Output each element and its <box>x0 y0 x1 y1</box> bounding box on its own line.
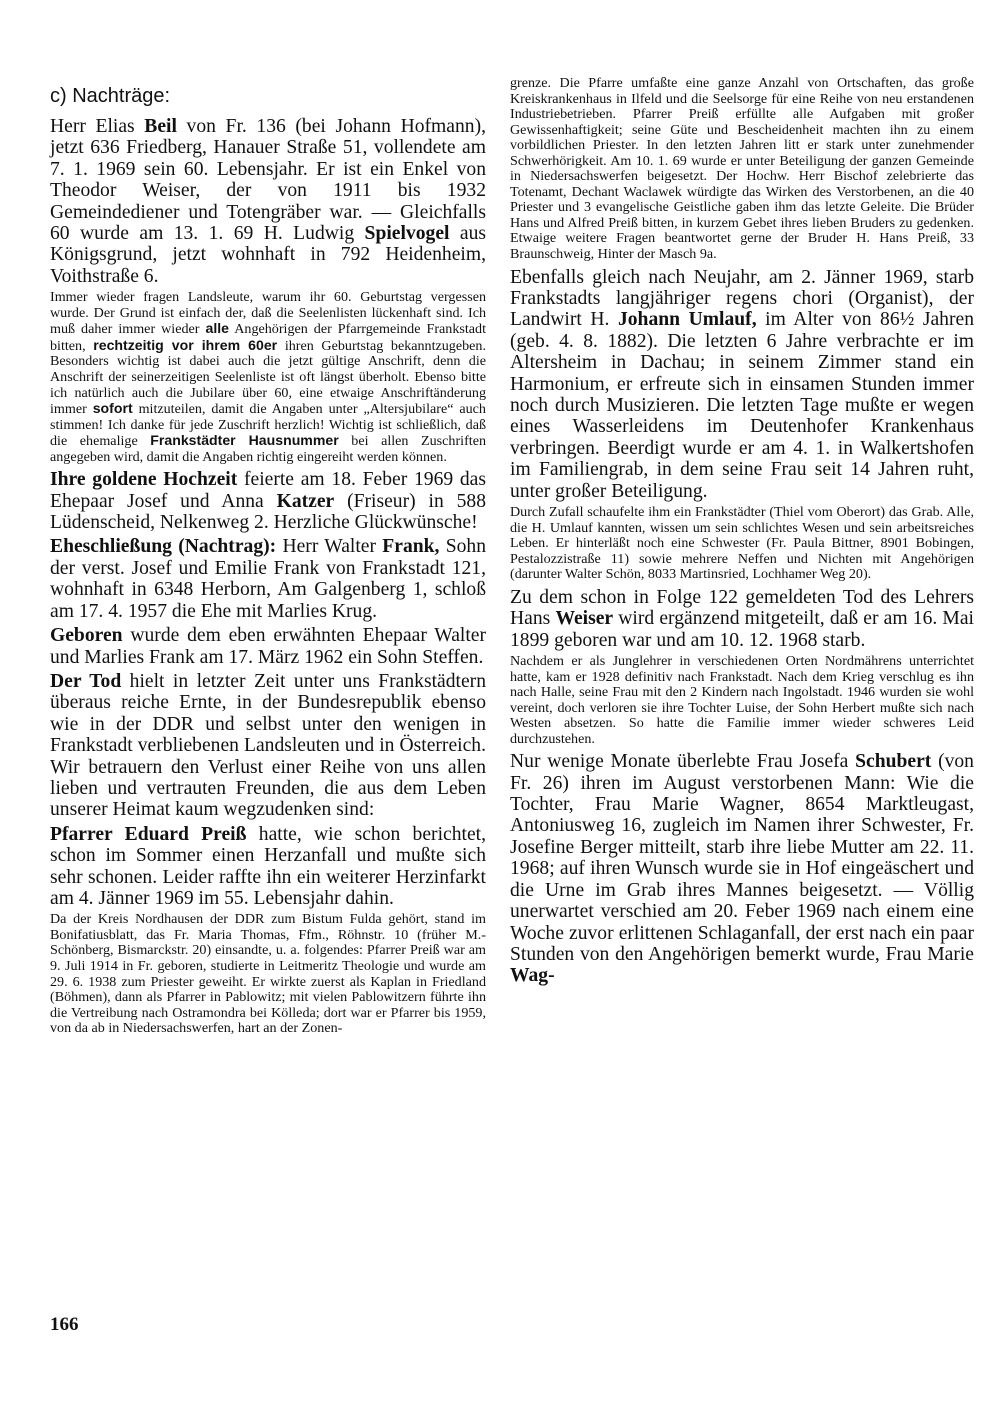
text-run: hatte, wie schon berichtet, schon im Sommer einen Herzanfall und mußte sich sehr schonen. Leider raffte ihn ein weiterer Herzinfarkt am 4. Jänner 1969 im 55. Lebensjahr dahin. <box>50 823 486 909</box>
text-run: Ebenfalls gleich nach Neujahr, am 2. Jänner 1969, starb Frankstadts langjähriger regens chori (Organist), der Landwirt H. <box>510 266 974 331</box>
bold-text: Beil <box>144 116 177 137</box>
small-print-paragraph <box>510 76 974 263</box>
text-run: mitzuteilen, damit die Angaben unter „Altersjubilare“ auch stimmen! Ich danke für jede Zuschrift herzlich! Wichtig ist schließlich, daß die ehemalige <box>50 401 486 450</box>
text-run: wurde dem eben erwähnten Ehepaar Walter und Marlies Frank am 17. März 1962 ein Sohn Steffen. <box>50 625 486 668</box>
paragraph <box>50 469 486 533</box>
text-run: Durch Zufall schaufelte ihm ein Frankstädter (Thiel vom Oberort) das Grab. Alle, die H. Umlauf kannten, wissen um sein schlichtes Wesen und sein arbeitsreiches Leben. Er hinterläßt noch eine Schwester (Fr. Paula Bittner, 8901 Bobingen, Pestalozzistraße 11) sowie mehrere Neffen und Nichten mit Angehörigen (darunter Walter Schön, 8033 Martinsried, Lochhamer Weg 20). <box>510 504 974 583</box>
text-run: Zu dem schon in Folge 122 gemeldeten Tod des Lehrers Hans <box>510 586 974 630</box>
bold-text: Wag- <box>510 965 555 987</box>
paragraph <box>50 824 486 910</box>
bold-text: alle <box>205 320 229 337</box>
bold-text: Frank, <box>382 536 440 558</box>
paragraph <box>510 751 974 986</box>
text-run: feierte am 18. Feber 1969 das Ehepaar Josef und Anna <box>50 469 487 512</box>
paragraph <box>510 267 974 502</box>
small-print-paragraph <box>50 912 486 1036</box>
text-run: hielt in letzter Zeit unter uns Frankstädtern überaus reiche Ernte, in der Bundesrepublik ebenso wie in der DDR und selbst unter den wenigen in Frankstadt verbliebenen Landsleuten und in Österreich. Wir betrauern den Verlust einer Reihe von uns allen lieben und vertrauten Freunden, die aus dem Leben unserer Heimat kaum wegzudenken sind: <box>50 670 486 821</box>
bold-text: rechtzeitig vor ihrem 60er <box>93 336 278 353</box>
text-run: Nachdem er als Junglehrer in verschiedenen Orten Nordmährens unterrichtet hatte, kam er 1928 definitiv nach Frankstadt. Nach dem Krieg verschlug es ihn nach Halle, seine Frau mit den 2 Kindern nach Ingolstadt. 1946 wurden sie wohl vereint, doch verloren sie ihre Tochter Luise, der Sohn Herbert mußte sich nach Westen absetzen. So hatte die Familie immer wieder schweres Leid durchzustehen. <box>510 652 974 747</box>
paragraph <box>510 587 974 651</box>
bold-text: Pfarrer Eduard Preiß <box>50 823 247 845</box>
left-column <box>50 84 486 1041</box>
text-run: c) Nachträge: <box>50 85 171 107</box>
text-run: Sohn der verst. Josef und Emilie Frank von Frankstadt 121, wohnhaft in 6348 Herborn, Am Galgenberg 1, schloß am 17. 4. 1957 die Ehe mit Marlies Krug. <box>50 536 487 622</box>
bold-text: Schubert <box>855 751 932 773</box>
bold-text: Eheschließung (Nachtrag): <box>50 536 277 558</box>
small-print-paragraph <box>510 654 974 747</box>
text-run: (von Fr. 26) ihren im August verstorbenen Mann: Wie die Tochter, Frau Marie Wagner, 8654 Marktleugast, Antoniusweg 16, zugleich im Namen ihrer Schwester, Fr. Josefine Berger mitteilt, starb ihre liebe Mutter am 22. 11. 1968; auf ihren Wunsch wurde sie in Hof eingeäschert und die Urne im Grab ihres Mannes beigesetzt. — Völlig unerwartet verschied am 20. Feber 1969 nach einem eine Woche zuvor erlittenen Schlaganfall, der erst nach ein paar Stunden von den Angehörigen bemerkt wurde, Frau Marie <box>510 751 974 965</box>
bold-text: Johann Umlauf, <box>617 309 757 331</box>
text-run: Herr Walter <box>276 536 383 558</box>
text-run: Angehörigen der Pfarrgemeinde Frankstadt bitten, <box>50 321 486 354</box>
bold-text: Frankstädter Hausnummer <box>150 432 339 449</box>
text-run: von Fr. 136 (bei Johann Hofmann), jetzt 636 Friedberg, Hanauer Straße 51, vollendete am 7. 1. 1969 sein 60. Lebensjahr. Er ist ein Enkel von Theodor Weiser, der von 1911 bis 1932 Gemeindediener und Totengräber war. — Gleichfalls 60 wurde am 13. 1. 69 H. Ludwig <box>50 116 487 245</box>
bold-text: Katzer <box>276 490 335 512</box>
text-run: Immer wieder fragen Landsleute, warum ihr 60. Geburtstag vergessen wurde. Der Grund ist einfach der, daß die Seelenlisten lückenhaft sind. Ich muß daher immer wieder <box>50 289 486 338</box>
bold-text: Geboren <box>50 625 123 647</box>
bold-text: Der Tod <box>50 670 122 692</box>
text-run: aus Königsgrund, jetzt wohnhaft in 792 Heidenheim, Voithstraße 6. <box>50 223 486 287</box>
text-run: wird ergänzend mitgeteilt, daß er am 16. Mai 1899 geboren war und am 10. 12. 1968 starb. <box>510 608 974 651</box>
text-run: Da der Kreis Nordhausen der DDR zum Bistum Fulda gehört, stand im Bonifatiusblatt, das Fr. Maria Thomas, Ffm., Röhnstr. 10 (früher M.-Schönberg, Bismarckstr. 20) einsandte, u. a. folgendes: Pfarrer Preiß war am 9. Juli 1914 in Fr. geboren, studierte in Leitmeritz Theologie und wurde am 29. 6. 1938 zum Priester geweiht. Er wirkte zuerst als Kaplan in Friedland (Böhmen), dann als Pfarrer in Pablowitz; mit vielen Pablowitzern führte ihn die Vertreibung nach Ostramondra bei Kölleda; dort war er Pfarrer bis 1959, von da ab in Niedersachswerfen, hart an der Zonen- <box>50 911 486 1037</box>
right-column <box>510 76 974 990</box>
bold-text: Spielvogel <box>364 223 450 245</box>
text-run: im Alter von 86½ Jahren (geb. 4. 8. 1882). Die letzten 6 Jahre verbrachte er im Altersheim in Dachau; in seinem Zimmer stand ein Harmonium, er erfreute sich in einsamen Stunden immer noch durch Musizieren. Die letzten Tage mußte er wegen eines Wasserleidens im Deutenhofer Krankenhaus verbringen. Beerdigt wurde er am 4. 1. in Walkertshofen im Familiengrab, in dem seine Frau seit 14 Jahren ruht, unter großer Beteiligung. <box>510 309 974 502</box>
text-run: Herr Elias <box>50 116 145 137</box>
text-run: ihren Geburtstag bekanntzugeben. Besonders wichtig ist dabei auch die jetzt gültige Anschrift, denn die Anschrift der seinerzeitigen Seelenliste ist oft längst überholt. Ebenso bitte ich natürlich auch die Jubilare über 60, eine etwaige Anschriftänderung immer <box>50 337 486 418</box>
bold-text: sofort <box>92 400 133 417</box>
paragraph <box>50 116 486 287</box>
text-run: grenze. Die Pfarre umfaßte eine ganze Anzahl von Ortschaften, das große Kreiskrankenhaus in Ilfeld und die Seelsorge für eine Reihe von neu erstandenen Industriebetrieben. Pfarrer Preiß erfüllte alle Aufgaben mit großer Gewissenhaftigkeit; seine Güte und Bescheidenheit machten ihn zu einem vorbildlichen Priester. In den letzten Jahren litt er stark unter zunehmender Schwerhörigkeit. Am 10. 1. 69 wurde er unter Beteiligung der ganzen Gemeinde in Niedersachswerfen beigesetzt. Der Hochw. Herr Bischof zelebrierte das Totenamt, Dechant Waclawek würdigte das Wirken des Verstorbenen, an die 40 Priester und 3 evangelische Geistliche gaben ihm das letzte Geleite. Die Brüder Hans und Alfred Preiß bitten, in kurzem Gebet ihres lieben Bruders zu gedenken. Etwaige weitere Fragen beantwortet gerne der Bruder H. Hans Preiß, 33 Braunschweig, Hinter der Masch 9a. <box>510 75 974 263</box>
paragraph <box>50 671 486 821</box>
text-run: (Friseur) in 588 Lüdenscheid, Nelkenweg 2. Herzliche Glückwünsche! <box>50 490 486 534</box>
small-print-paragraph <box>510 505 974 583</box>
paragraph <box>50 536 486 622</box>
paragraph <box>50 625 486 668</box>
bold-text: Ihre goldene Hochzeit <box>50 469 238 491</box>
bold-text: Weiser <box>555 608 614 630</box>
small-print-paragraph <box>50 290 486 465</box>
section-heading <box>50 84 486 108</box>
text-run: Nur wenige Monate überlebte Frau Josefa <box>510 751 856 773</box>
page-number: 166 <box>50 1314 79 1335</box>
text-run: bei allen Zuschriften angegeben wird, damit die Angaben richtig eingereiht werden können. <box>50 433 486 465</box>
